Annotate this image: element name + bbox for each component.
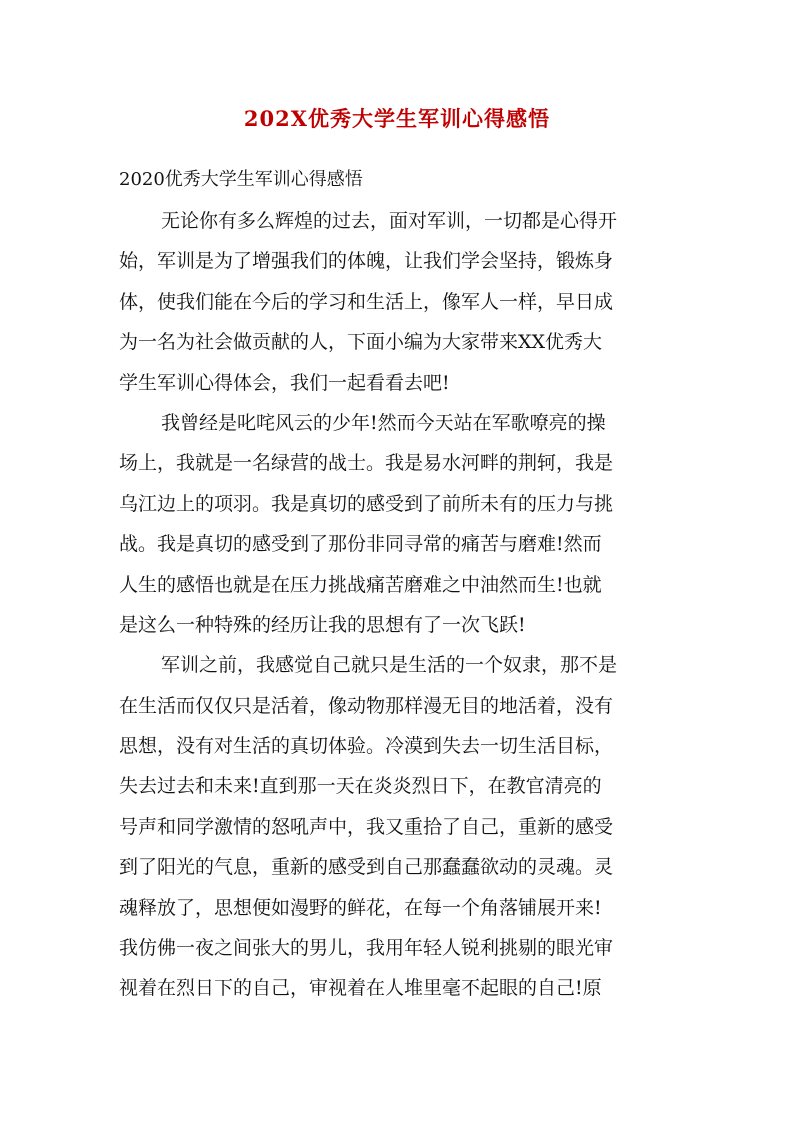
- paragraph-2: [119, 403, 679, 645]
- text-line: 场上，我就是一名绿营的战士。我是易水河畔的荆轲，我是: [119, 452, 614, 475]
- text-line: 在生活而仅仅只是活着，像动物那样漫无目的地活着，没有: [119, 694, 614, 717]
- document-subtitle: 2020优秀大学生军训心得感悟: [119, 169, 363, 190]
- text-line: 视着在烈日下的自己，审视着在人堆里毫不起眼的自己!原: [119, 977, 602, 1000]
- text-line: 失去过去和未来!直到那一天在炎炎烈日下，在教官清亮的: [119, 775, 602, 798]
- text-line: 到了阳光的气息，重新的感受到自己那蠢蠢欲动的灵魂。灵: [119, 856, 614, 879]
- document-title: 202X优秀大学生军训心得感悟: [243, 106, 551, 131]
- text-line: 体，使我们能在今后的学习和生活上，像军人一样，早日成: [119, 290, 614, 313]
- text-line: 军训之前，我感觉自己就只是生活的一个奴隶，那不是: [161, 654, 618, 677]
- text-line: 我仿佛一夜之间张大的男儿，我用年轻人锐利挑剔的眼光审: [119, 937, 614, 960]
- document-body: [119, 201, 679, 1009]
- text-line: 为一名为社会做贡献的人，下面小编为大家带来XX优秀大: [119, 331, 603, 354]
- text-line: 战。我是真切的感受到了那份非同寻常的痛苦与磨难!然而: [119, 533, 602, 556]
- text-line: 是这么一种特殊的经历让我的思想有了一次飞跃!: [119, 613, 526, 636]
- text-line: 始，军训是为了增强我们的体魄，让我们学会坚持，锻炼身: [119, 250, 614, 273]
- text-line: 人生的感悟也就是在压力挑战痛苦磨难之中油然而生!也就: [119, 573, 602, 596]
- text-line: 我曾经是叱咤风云的少年!然而今天站在军歌嘹亮的操: [161, 411, 606, 434]
- text-line: 乌江边上的项羽。我是真切的感受到了前所未有的压力与挑: [119, 492, 614, 515]
- text-line: 号声和同学激情的怒吼声中，我又重拾了自己，重新的感受: [119, 815, 614, 838]
- paragraph-1: [119, 201, 679, 403]
- text-line: 魂释放了，思想便如漫野的鲜花，在每一个角落铺展开来!: [119, 896, 602, 919]
- text-line: 无论你有多么辉煌的过去，面对军训，一切都是心得开: [161, 210, 618, 232]
- text-line: 学生军训心得体会，我们一起看看去吧!: [119, 371, 450, 394]
- text-line: 思想，没有对生活的真切体验。冷漠到失去一切生活目标，: [119, 735, 614, 758]
- paragraph-3: [119, 645, 679, 1009]
